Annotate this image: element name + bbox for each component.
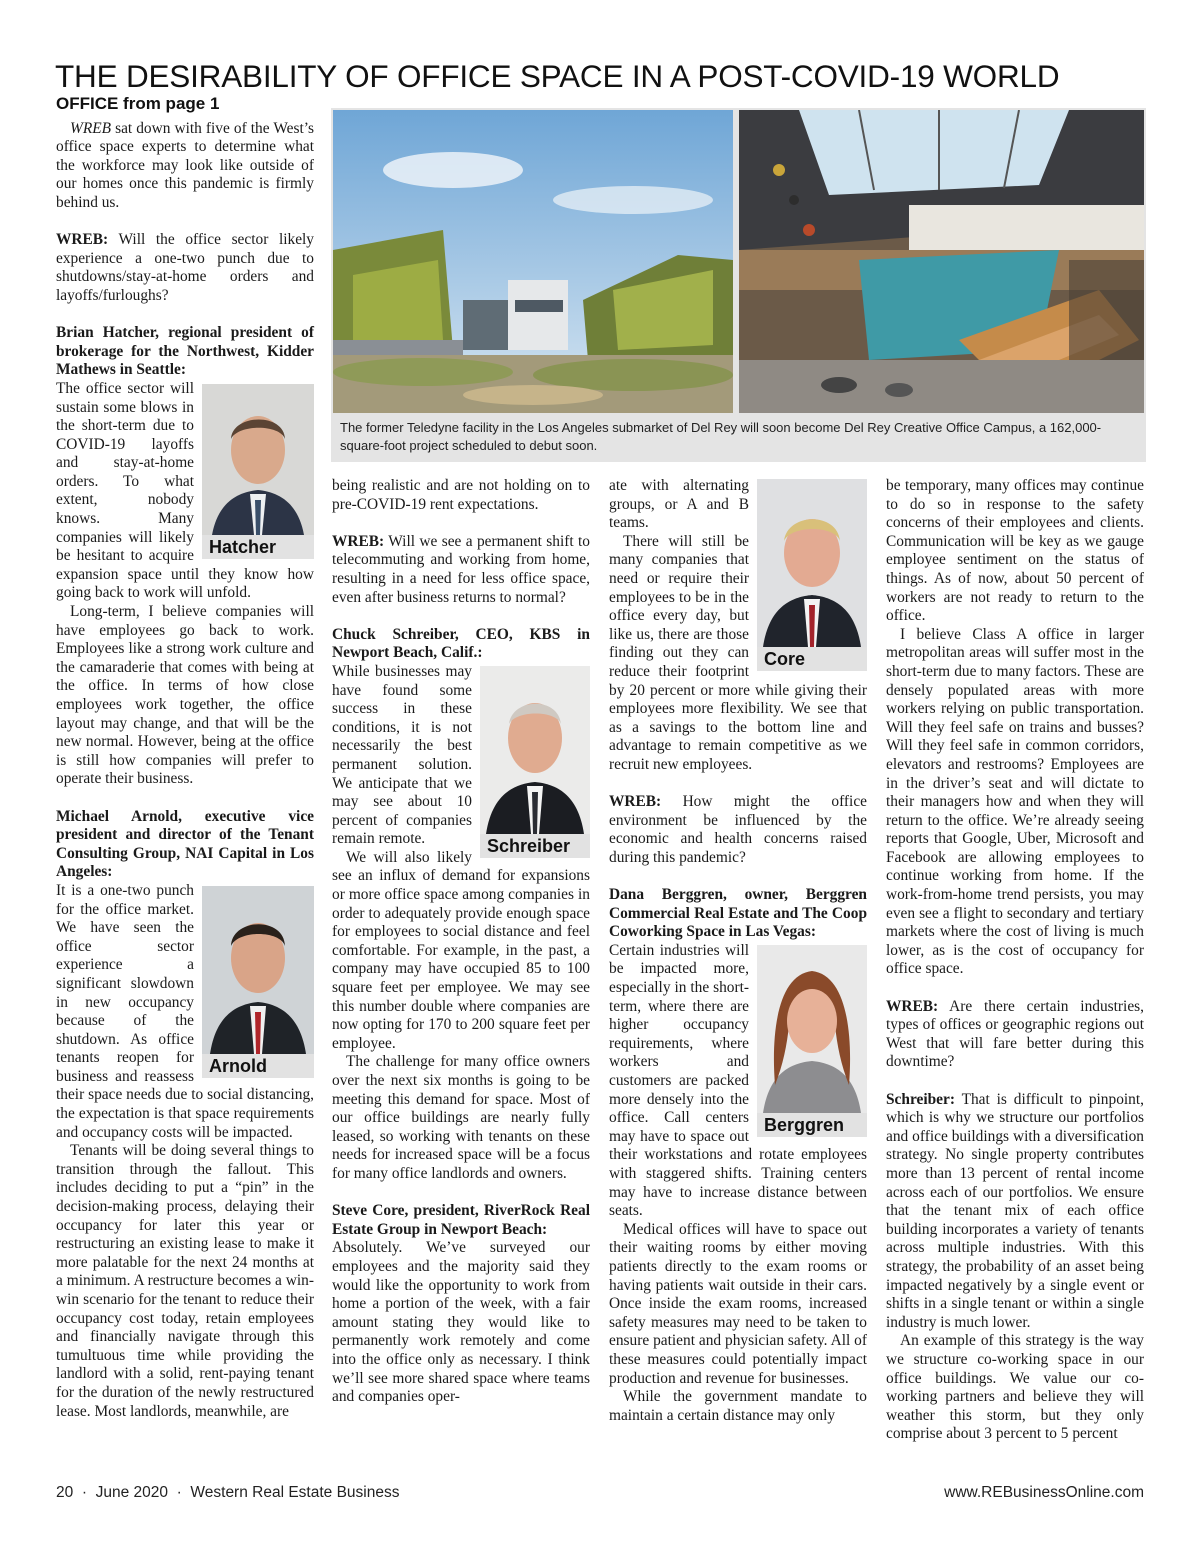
hatcher-caption: Hatcher — [202, 535, 314, 559]
intro-paragraph — [56, 120, 314, 213]
col3-continued-text: ate with alternating groups, or A and B teams. — [609, 477, 749, 532]
exterior-rendering-image — [333, 110, 733, 413]
schreiber-answer-5: An example of this strategy is the way we structure co-working space in our office buildings. We value our co-working partners and believe they will weather this storm, but they only comprise about 3 percent to 5 percent — [886, 1332, 1144, 1443]
schreiber-caption: Schreiber — [480, 834, 590, 858]
hatcher-answer-2: Long-term, I believe companies will have employees go back to work. Employees like a strong work culture and the camaraderie that comes with being at the office. In terms of how close employees work together, the office layout may change, and that will be the new normal. However, being at the office is still how companies will prefer to operate their business. — [56, 603, 314, 788]
arnold-name: Michael Arnold, executive vice president and director of the Tenant Consulting Group, NAI Capital in Los Angeles: — [56, 807, 314, 881]
core-name: Steve Core, president, RiverRock Real Estate Group in Newport Beach: — [332, 1202, 590, 1238]
core-photo — [757, 479, 867, 647]
schreiber-answer-4-text: That is difficult to pinpoint, which is why we structure our portfolios and office buildings with a diversification strategy. No single property contributes more than 13 percent of rental income across each of our portfolios. We ensure that the tenant mix of each office building incorporates a variety of tenants across multiple industries. With this strategy, the probability of an asset being impacted negatively by a single event or shifts in a single tenant or within a single industry is much lower. — [886, 1090, 1144, 1331]
schreiber-attribution — [332, 626, 590, 663]
col2-continued-text: being realistic and are not holding on to pre-COVID-19 rent expectations. — [332, 477, 590, 513]
column-1 — [56, 95, 314, 1421]
schreiber-portrait — [480, 666, 590, 858]
question-3-text: How might the office environment be influenced by the economic and health concerns raised during this pandemic? — [609, 793, 867, 866]
figure-caption: The former Teledyne facility in the Los Angeles submarket of Del Rey will soon become Del Rey Creative Office Campus, a 162,000-square-foot project scheduled to debut soon. — [340, 420, 1102, 453]
core-answer-1: Absolutely. We’ve surveyed our employees and the majority said they would like the opportunity to work from home a portion of the week, with a fair amount stating they would like to permanently work remotely and come into the office only as necessary. I think we’ll see more shared space where teams and companies oper- — [332, 1239, 590, 1406]
question-2-label: WREB: — [332, 532, 385, 550]
berggren-portrait — [757, 945, 867, 1137]
arnold-attribution — [56, 808, 314, 882]
arnold-photo — [202, 886, 314, 1054]
hatcher-name: Brian Hatcher, regional president of brokerage for the Northwest, Kidder Mathews in Seattle: — [56, 324, 314, 379]
berggren-name: Dana Berggren, owner, Berggren Commercial Real Estate and The Coop Coworking Space in Las Vegas: — [609, 886, 867, 941]
arnold-caption: Arnold — [202, 1054, 314, 1078]
question-1-text: Will the office sector likely experience a one-two punch due to shutdowns/stay-at-home orders and layoffs/furloughs? — [56, 231, 314, 304]
question-4-text: Are there certain industries, types of offices or geographic regions out West that will fare better during this downtime? — [886, 997, 1144, 1071]
arnold-answer-1: It is a one-two punch for the office market. We have seen the office sector experience a significant slowdown in new occupancy because of the shutdown. As office tenants reopen for business and reassess their space needs due to social distancing, the expectation is that space requirements and occupancy costs will be impacted. — [56, 881, 314, 1141]
question-3-label: WREB: — [609, 793, 662, 811]
arnold-portrait — [202, 886, 314, 1078]
berggren-photo — [757, 945, 867, 1113]
lead-figure — [331, 108, 1146, 462]
footer-page-info: 20 · June 2020 · Western Real Estate Business — [56, 1484, 400, 1501]
core-attribution — [332, 1202, 590, 1239]
schreiber-answer-1: While businesses may have found some success in these conditions, it is not necessarily the best permanent solution. We anticipate that we may see about 10 percent of companies remain remote. — [332, 662, 472, 848]
question-4 — [886, 998, 1144, 1072]
hatcher-answer-1: The office sector will sustain some blows in the short-term due to COVID-19 layoffs and stay-at-home orders. To what extent, nobody knows. Many companies will likely be hesitant to acquire expansion space until they know how going back to work will unfold. — [56, 379, 314, 602]
core-caption: Core — [757, 647, 867, 671]
schreiber-name: Chuck Schreiber, CEO, KBS in Newport Beach, Calif.: — [332, 625, 590, 662]
question-4-label: WREB: — [886, 997, 939, 1015]
footer-website-link[interactable]: www.REBusinessOnline.com — [944, 1484, 1144, 1501]
berggren-answer-1: Certain industries will be impacted more, especially in the short-term, where there are higher occupancy requirements, where workers and customers are packed more densely into the office. Call centers may have to space out their workstations and rotate employees with staggered shifts. Training centers may have to increase distance between seats. — [609, 941, 867, 1220]
continued-from-kicker: OFFICE from page 1 — [56, 94, 220, 113]
hatcher-attribution — [56, 324, 314, 380]
hatcher-portrait — [202, 384, 314, 559]
intro-publication-name: WREB — [70, 119, 112, 137]
arnold-answer-2: Tenants will be doing several things to transition through the fallout. This includes deciding to put a “pin” in the decision-making process, delaying their occupancy for later this year or restructuring an existing lease to make it more palatable for the next 24 months at a minimum. A restructure becomes a win-win scenario for the tenant to reduce their occupancy cost today, retain employees and financially navigate through this tumultuous time while providing the landlord with a solid, rent-paying tenant for the duration of the newly restructured lease. Most landlords, meanwhile, are — [56, 1142, 314, 1420]
schreiber-answer-3: The challenge for many office owners over the next six months is going to be meeting this demand for space. Most of our office buildings are nearly fully leased, so working with tenants on these needs for increased space will be a focus for many office landlords and owners. — [332, 1053, 590, 1182]
core-answer-2: There will still be many companies that need or require their employees to be in the office every day, but like us, there are those finding out they can reduce their footprint by 20 percent or more while giving their employees more flexibility. We see that as a savings to the bottom line and advantage to remain competitive as we recruit new employees. — [609, 532, 867, 773]
column-3 — [609, 477, 867, 1425]
core-portrait — [757, 479, 867, 671]
interior-rendering-image — [739, 110, 1144, 413]
col4-continued-text: be temporary, many offices may continue to do so in response to the safety concerns of their employees and clients. Communication will be key as we gauge employee sentiment on the status of things. As of now, about 50 percent of workers are not ready to return to the office. — [886, 477, 1144, 625]
berggren-answer-4: I believe Class A office in larger metropolitan areas will suffer most in the short-term due to many factors. These are densely populated areas with more workers relying on public transportation. Will they feel safe on trains and busses? Will they feel safe in common corridors, elevators and restrooms? Employees are in the driver’s seat and will dictate to their managers how and when they will return to the office. We’re already seeing reports that Google, Uber, Microsoft and Facebook are allowing employees to continue working from home. If the work-from-home trend persists, you may even see a flight to secondary and tertiary markets where the cost of living is much lower, as is the cost of occupancy for office space. — [886, 625, 1144, 978]
berggren-answer-3: While the government mandate to maintain a certain distance may only — [609, 1388, 867, 1424]
question-1-label: WREB: — [56, 231, 109, 249]
page-headline: THE DESIRABILITY OF OFFICE SPACE IN A POST-COVID-19 WORLD — [55, 58, 1060, 94]
hatcher-photo — [202, 384, 314, 535]
berggren-caption: Berggren — [757, 1113, 867, 1137]
berggren-answer-2: Medical offices will have to space out their waiting rooms by either moving patients directly to the exam rooms or having patients wait outside in their cars. Once inside the exam rooms, increased safety measures may need to be taken to ensure patient and physician safety. All of these measures could potentially impact production and revenue for businesses. — [609, 1220, 867, 1387]
question-2-text: Will we see a permanent shift to telecommuting and working from home, resulting in a need for less office space, even after business returns to normal? — [332, 532, 590, 606]
question-2 — [332, 533, 590, 607]
question-3 — [609, 793, 867, 867]
column-4 — [886, 477, 1144, 1444]
column-2 — [332, 477, 590, 1407]
schreiber-answer-label: Schreiber: — [886, 1090, 955, 1108]
schreiber-answer-4 — [886, 1091, 1144, 1333]
schreiber-answer-2: We will also likely see an influx of demand for expansions or more office space among companies in order to adequately provide enough space for employees to social distance and feel comfortable. For example, in the past, a company may have occupied 85 to 100 square feet per employee. We may see this number double where companies are now opting for 170 to 200 square feet per employee. — [332, 848, 590, 1052]
berggren-attribution — [609, 886, 867, 942]
question-1 — [56, 231, 314, 305]
intro-text: sat down with five of the West’s office space experts to determine what the workforce may look like outside of our homes once this pandemic is firmly behind us. — [56, 119, 314, 211]
schreiber-photo — [480, 666, 590, 834]
